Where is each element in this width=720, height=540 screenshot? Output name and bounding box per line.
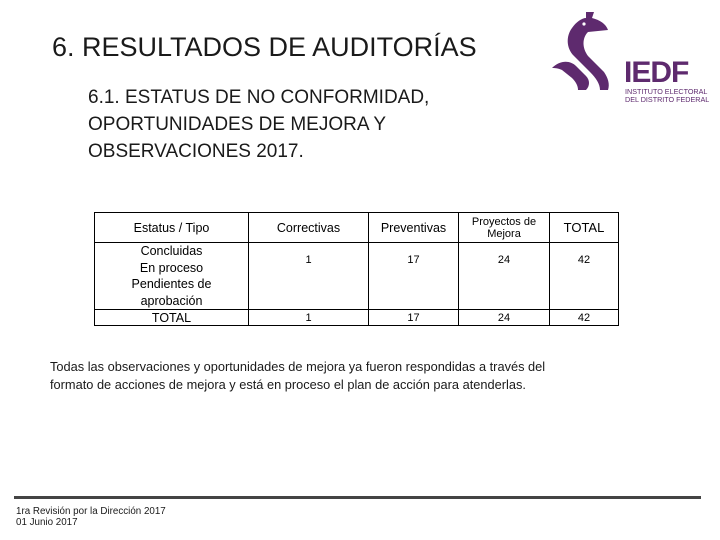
section-subtitle [88,84,528,165]
header-correctivas: Correctivas [249,213,369,243]
total-total: 42 [550,310,619,326]
status-label: aprobación [140,293,203,308]
footer-text [16,506,166,528]
slide-title: 6. RESULTADOS DE AUDITORÍAS [52,32,477,62]
subtitle-line: 6.1. ESTATUS DE NO CONFORMIDAD, [88,87,430,108]
dove-emblem-icon [548,8,628,108]
footer-line: 01 Junio 2017 [16,517,78,528]
logo-wordmark: IEDF [624,56,689,89]
status-labels-cell [95,243,249,310]
subtitle-line: OBSERVACIONES 2017. [88,141,304,162]
table-header-row [95,213,619,243]
total-preventivas: 17 [369,310,459,326]
logo-subtitle: INSTITUTO ELECTORAL DEL DISTRITO FEDERAL [625,87,710,104]
header-proyectos-de-mejora: Proyectos de Mejora [459,213,550,243]
subtitle-line: OPORTUNIDADES DE MEJORA Y [88,114,387,135]
table-row-status [95,243,619,310]
status-label: En proceso [139,260,204,275]
iedf-logo [548,8,708,108]
table-row-total [95,310,619,326]
cell-preventivas: 17 [369,243,459,310]
cell-total: 42 [550,243,619,310]
cell-proyectos: 24 [459,243,550,310]
header-preventivas: Preventivas [369,213,459,243]
total-label-cell: TOTAL [95,310,249,326]
status-label: Pendientes de [131,277,212,291]
status-label: Concluidas [140,244,203,258]
footer-line: 1ra Revisión por la Dirección 2017 [16,506,166,517]
total-proyectos: 24 [459,310,550,326]
cell-correctivas: 1 [249,243,369,310]
header-total: TOTAL [550,213,619,243]
status-table [94,212,619,326]
footer-divider [14,496,701,499]
header-status-type: Estatus / Tipo [95,213,249,243]
note-paragraph: Todas las observaciones y oportunidades de mejora ya fueron respondidas a través del formato de acciones de mejora y está en proceso el plan de acción para atenderlas. [50,359,546,392]
total-correctivas: 1 [249,310,369,326]
